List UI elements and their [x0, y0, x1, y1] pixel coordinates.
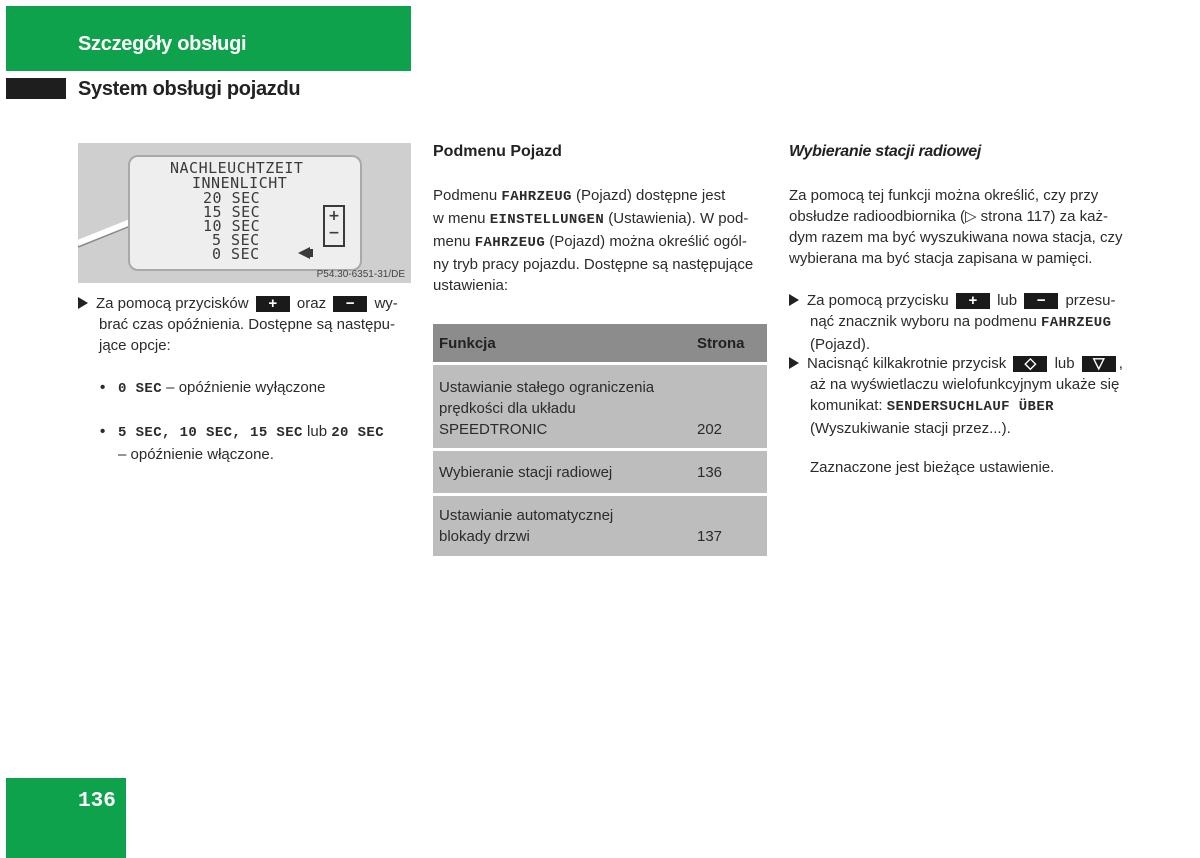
down-key-icon: ▽: [1082, 356, 1116, 372]
radio-heading: Wybieranie stacji radiowej: [789, 143, 981, 160]
figure-reference: P54.30-6351-31/DE: [316, 269, 405, 280]
column-header: Strona: [697, 334, 745, 352]
up-key-icon: ◇: [1013, 356, 1047, 372]
lcd-line: 10 SEC: [203, 217, 261, 235]
lcd-line: INNENLICHT: [192, 174, 288, 192]
step-instruction: Za pomocą przycisków + oraz − wy- brać czas opóźnienia. Dostępne są następu- jące opcje:: [78, 293, 413, 356]
section-title: Szczegóły obsługi: [78, 33, 247, 55]
table-row: Wybieranie stacji radiowej 136: [433, 451, 767, 493]
plus-key-icon: +: [956, 293, 990, 309]
page-number: 136: [78, 790, 116, 813]
step-arrow-icon: [789, 357, 799, 369]
plus-key-icon: +: [256, 296, 290, 312]
plus-minus-indicator-icon: + −: [323, 205, 345, 247]
subsection-marker: [6, 78, 66, 99]
option-list: • 0 SEC – opóźnienie wyłączone • 5 SEC, 10 SEC, 15 SEC lub 20 SEC – opóźnienie włączone.: [100, 377, 420, 465]
list-item: • 0 SEC – opóźnienie wyłączone: [100, 379, 326, 397]
step-instruction: Za pomocą przycisku + lub − przesu- nąć znacznik wyboru na podmenu FAHRZEUG (Pojazd).: [789, 290, 1134, 355]
radio-paragraph: Za pomocą tej funkcji można określić, czy przy obsłudze radioodbiornika (▷ strona 117) za każ- dym razem ma być wyszukiwana nowa stacja, czy wybierana ma być stacja zapisana w pamięci.: [789, 187, 1123, 267]
list-item: • 5 SEC, 10 SEC, 15 SEC lub 20 SEC: [100, 423, 385, 441]
lcd-line: NACHLEUCHTZEIT: [170, 159, 304, 177]
note-text: Zaznaczone jest bieżące ustawienie.: [810, 459, 1055, 476]
page-reference-icon: ▷: [964, 208, 977, 225]
lcd-line: 20 SEC: [203, 189, 261, 207]
table-header-row: [433, 324, 767, 362]
step-arrow-icon: [78, 297, 88, 309]
table-row: Ustawianie stałego ograniczenia prędkości dla układu SPEEDTRONIC 202: [433, 365, 767, 448]
subsection-title: System obsługi pojazdu: [78, 78, 301, 100]
lcd-line: 0 SEC: [212, 245, 260, 263]
step-arrow-icon: [789, 294, 799, 306]
column-header: Funkcja: [439, 334, 496, 352]
submenu-paragraph: Podmenu FAHRZEUG (Pojazd) dostępne jest w menu EINSTELLUNGEN (Ustawienia). W pod- menu FAHRZEUG (Pojazd) można określić ogól- ny tryb pracy pojazdu. Dostępne są następujące ustawienia:: [433, 187, 754, 294]
settings-table: [433, 324, 767, 556]
submenu-heading: Podmenu Pojazd: [433, 143, 562, 160]
lcd-line: 5 SEC: [212, 231, 260, 249]
table-row: Ustawianie automatycznej blokady drzwi 137: [433, 496, 767, 556]
selection-pointer-icon: [298, 247, 314, 259]
lcd-line: 15 SEC: [203, 203, 261, 221]
minus-key-icon: −: [1024, 293, 1058, 309]
display-illustration: [78, 143, 411, 283]
minus-key-icon: −: [333, 296, 367, 312]
lcd-screen: [128, 155, 362, 271]
step-instruction: Nacisnąć kilkakrotnie przycisk ◇ lub ▽ , aż na wyświetlaczu wielofunkcyjnym ukaże się komunikat: SENDERSUCHLAUF ÜBER (Wyszukiwanie stacji przez...).: [789, 353, 1134, 439]
